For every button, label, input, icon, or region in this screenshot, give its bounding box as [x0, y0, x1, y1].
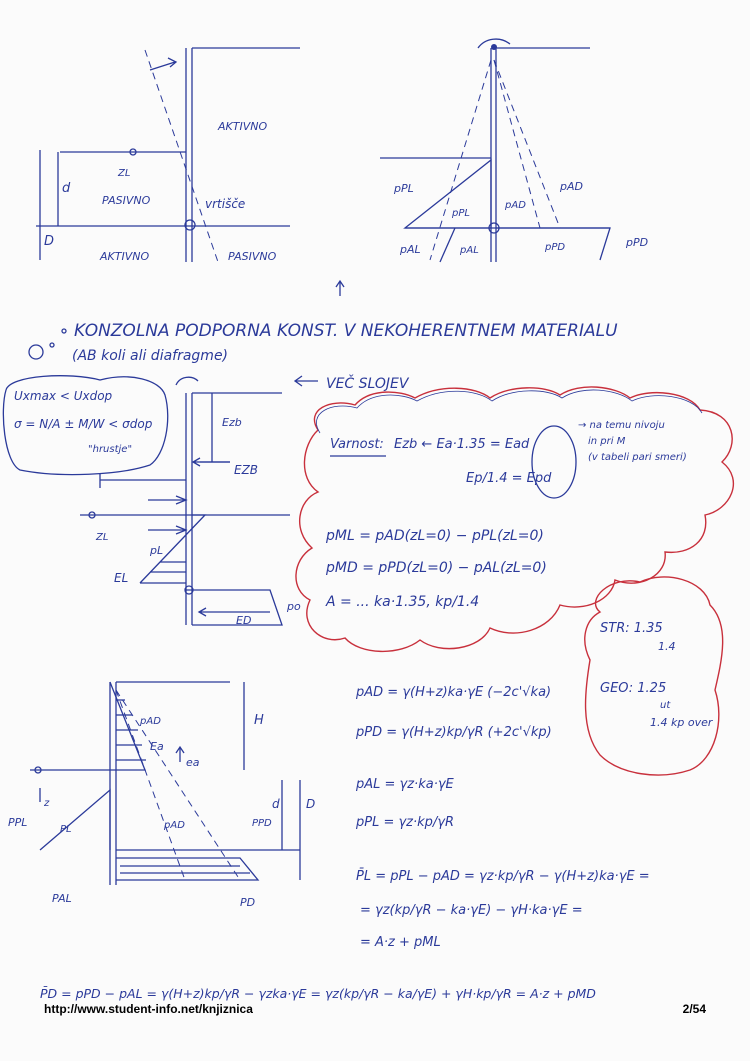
page-title: KONZOLNA PODPORNA KONST. V NEKOHERENTNEM MATERIALU	[74, 321, 618, 341]
label-d: d	[62, 181, 71, 196]
factor-geo2: ut	[660, 700, 671, 711]
factor-geo3: 1.4 kp over	[650, 716, 713, 729]
eq-pal: pAL = γz·ka·γE	[356, 777, 454, 792]
label-D: D	[44, 234, 55, 249]
label-vrtisce: vrtišče	[205, 197, 246, 211]
cloud-varnost: Varnost:	[330, 437, 384, 452]
figure-design-pressures	[8, 682, 315, 909]
label-po: po	[287, 600, 301, 613]
label-pasivno: PASIVNO	[102, 194, 151, 207]
safety-cloud	[296, 387, 733, 651]
cloud-pml: pML = pAD(zL=0) − pPL(zL=0)	[326, 528, 544, 544]
figure-cantilever-wall	[36, 48, 300, 263]
factor-geo: GEO: 1.25	[600, 681, 667, 696]
equations	[40, 685, 650, 1001]
eq-pad: pAD = γ(H+z)ka·γE (−2c'√ka)	[356, 685, 552, 700]
fig4-pl-bar: PL	[60, 824, 72, 835]
fig4-pad: pAD	[140, 716, 161, 727]
fig4-pal: PAL	[52, 892, 72, 905]
eq-pl-bar-2: = γz(kp/γR − ka·γE) − γH·ka·γE =	[360, 903, 583, 918]
fig4-ea: Ea	[150, 740, 164, 753]
eq-pl-bar: P̄L = pPL − pAD = γz·kp/γR − γ(H+z)ka·γE =	[356, 869, 650, 884]
criteria-ux: Uxmax < Uxdop	[14, 389, 113, 403]
label-pal: pAL	[460, 245, 479, 256]
eq-pl-bar-3: = A·z + pML	[360, 935, 441, 950]
criteria-sigma: σ = N/A ± M/W < σdop	[14, 417, 153, 431]
label-ed: ED	[236, 614, 252, 627]
fig4-ea2: ea	[186, 756, 200, 769]
label-pad-d: pAD	[560, 180, 583, 193]
label-pasivno-bottom: PASIVNO	[228, 250, 277, 263]
cloud-note3: (v tabeli pari smeri)	[588, 452, 687, 463]
eq-ppd: pPD = γ(H+z)kp/γR (+2c'√kp)	[356, 725, 552, 740]
fig4-pd-bar: PD	[240, 896, 256, 909]
eq-ppl: pPL = γz·kp/γR	[356, 815, 455, 830]
cloud-line2: Ep/1.4 = Epd	[466, 471, 552, 486]
label-ezb: EZB	[234, 463, 259, 477]
label-zl: ZL	[118, 168, 131, 179]
footer-page-number: 2/54	[682, 1002, 706, 1016]
cloud-A: A = ... ka·1.35, kp/1.4	[326, 594, 480, 610]
label-aktivno: AKTIVNO	[218, 120, 268, 133]
label-el: EL	[114, 571, 129, 585]
label-ppl: pPL	[394, 182, 414, 195]
figure-multilayer	[80, 374, 410, 627]
label-ppl2: pPL	[452, 208, 470, 219]
label-vec-slojev: VEČ SLOJEV	[326, 376, 409, 392]
factors-box	[585, 577, 723, 775]
fig4-z: z	[44, 798, 50, 809]
page-subtitle: (AB koli ali diafragme)	[72, 348, 229, 364]
label-pad: pAD	[505, 200, 526, 211]
label-pal-d: pAL	[400, 243, 421, 256]
label-ppd-d: pPD	[545, 242, 566, 253]
fig4-D: D	[306, 797, 316, 811]
cloud-line1: Ezb ← Ea·1.35 = Ead	[394, 437, 530, 452]
label-ppd: pPD	[626, 236, 649, 249]
fig4-ppd: PPD	[252, 818, 272, 829]
fig4-pad2: pAD	[164, 820, 185, 831]
fig4-H: H	[254, 713, 264, 728]
cloud-note2: in pri M	[588, 436, 626, 447]
cloud-note1: → na temu nivoju	[578, 420, 665, 431]
fig4-d: d	[272, 797, 280, 811]
label-aktivno-bottom: AKTIVNO	[100, 250, 150, 263]
label-ezb-top: Ezb	[222, 416, 242, 429]
label-pl: pL	[150, 544, 164, 557]
factor-str: STR: 1.35	[600, 621, 663, 636]
footer-url[interactable]: http://www.student-info.net/knjiznica	[44, 1002, 253, 1016]
eq-pd-bar: P̄D = pPD − pAL = γ(H+z)kp/γR − γzka·γE = γz(kp/γR − ka/γE) + γH·kp/γR = A·z + pMD	[40, 986, 596, 1001]
factor-str2: 1.4	[658, 640, 676, 653]
figure-pressure-diagram	[336, 39, 648, 296]
criteria-note: "hrustje"	[88, 444, 133, 455]
fig4-ppl: PPL	[8, 816, 28, 829]
cloud-pmd: pMD = pPD(zL=0) − pAL(zL=0)	[326, 560, 547, 576]
label-zl-3: ZL	[96, 532, 109, 543]
criteria-box	[3, 376, 167, 475]
